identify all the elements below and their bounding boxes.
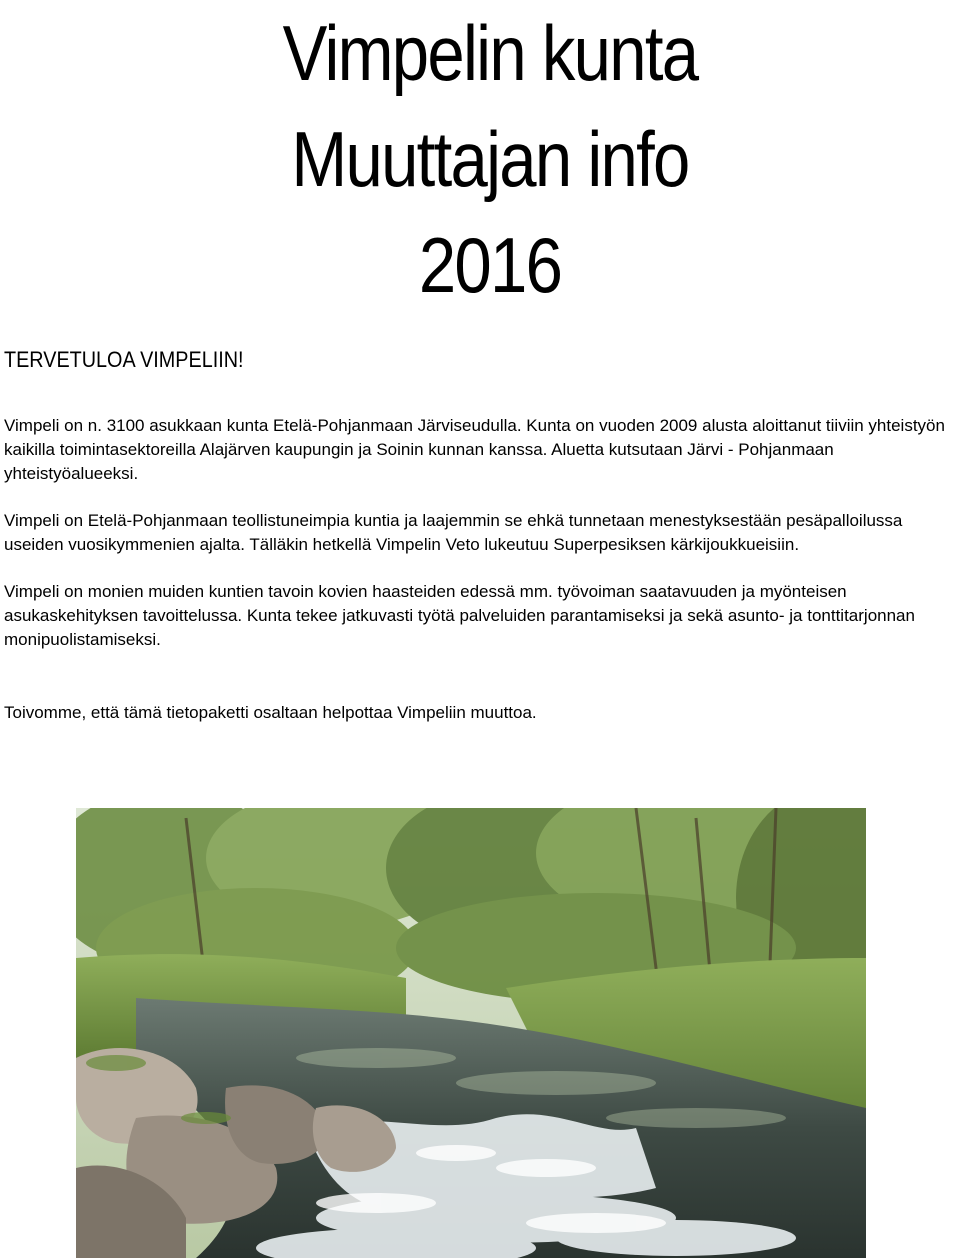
river-rapids-illustration: [76, 808, 866, 1258]
paragraph-challenges: Vimpeli on monien muiden kuntien tavoin kovien haasteiden edessä mm. työvoiman saatavuuden ja myönteisen asukaskehityksen tavoittelussa. Kunta tekee jatkuvasti työtä palveluiden parantamiseksi ja sekä asunto- ja tonttitarjonnan monipuolistamiseksi.: [4, 582, 915, 649]
paragraph-intro: Vimpeli on n. 3100 asukkaan kunta Etelä-Pohjanmaan Järviseudulla. Kunta on vuoden 2009 alusta aloittanut tiiviin yhteistyön kaikilla toimintasektoreilla Alajärven kaupungin ja Soinin kunnan kanssa. Aluetta kutsutaan Järvi - Pohjanmaan yhteistyöalueeksi.: [4, 416, 945, 483]
welcome-heading: TERVETULOA VIMPELIIN!: [4, 347, 244, 372]
title-line-2: Muuttajan info: [291, 115, 689, 203]
paragraph-closing: Toivomme, että tämä tietopaketti osaltaan helpottaa Vimpeliin muuttoa.: [4, 703, 537, 722]
title-line-3: 2016: [418, 221, 562, 309]
river-rapids-photo: [76, 808, 866, 1258]
document-title: [0, 0, 960, 318]
title-line-1: Vimpelin kunta: [282, 9, 698, 97]
paragraph-industry: Vimpeli on Etelä-Pohjanmaan teollistuneimpia kuntia ja laajemmin se ehkä tunnetaan menestyksestään pesäpalloilussa useiden vuosikymmenien ajalta. Tälläkin hetkellä Vimpelin Veto lukeutuu Superpesiksen kärkijoukkueisiin.: [4, 511, 903, 554]
document-body: [4, 346, 956, 748]
